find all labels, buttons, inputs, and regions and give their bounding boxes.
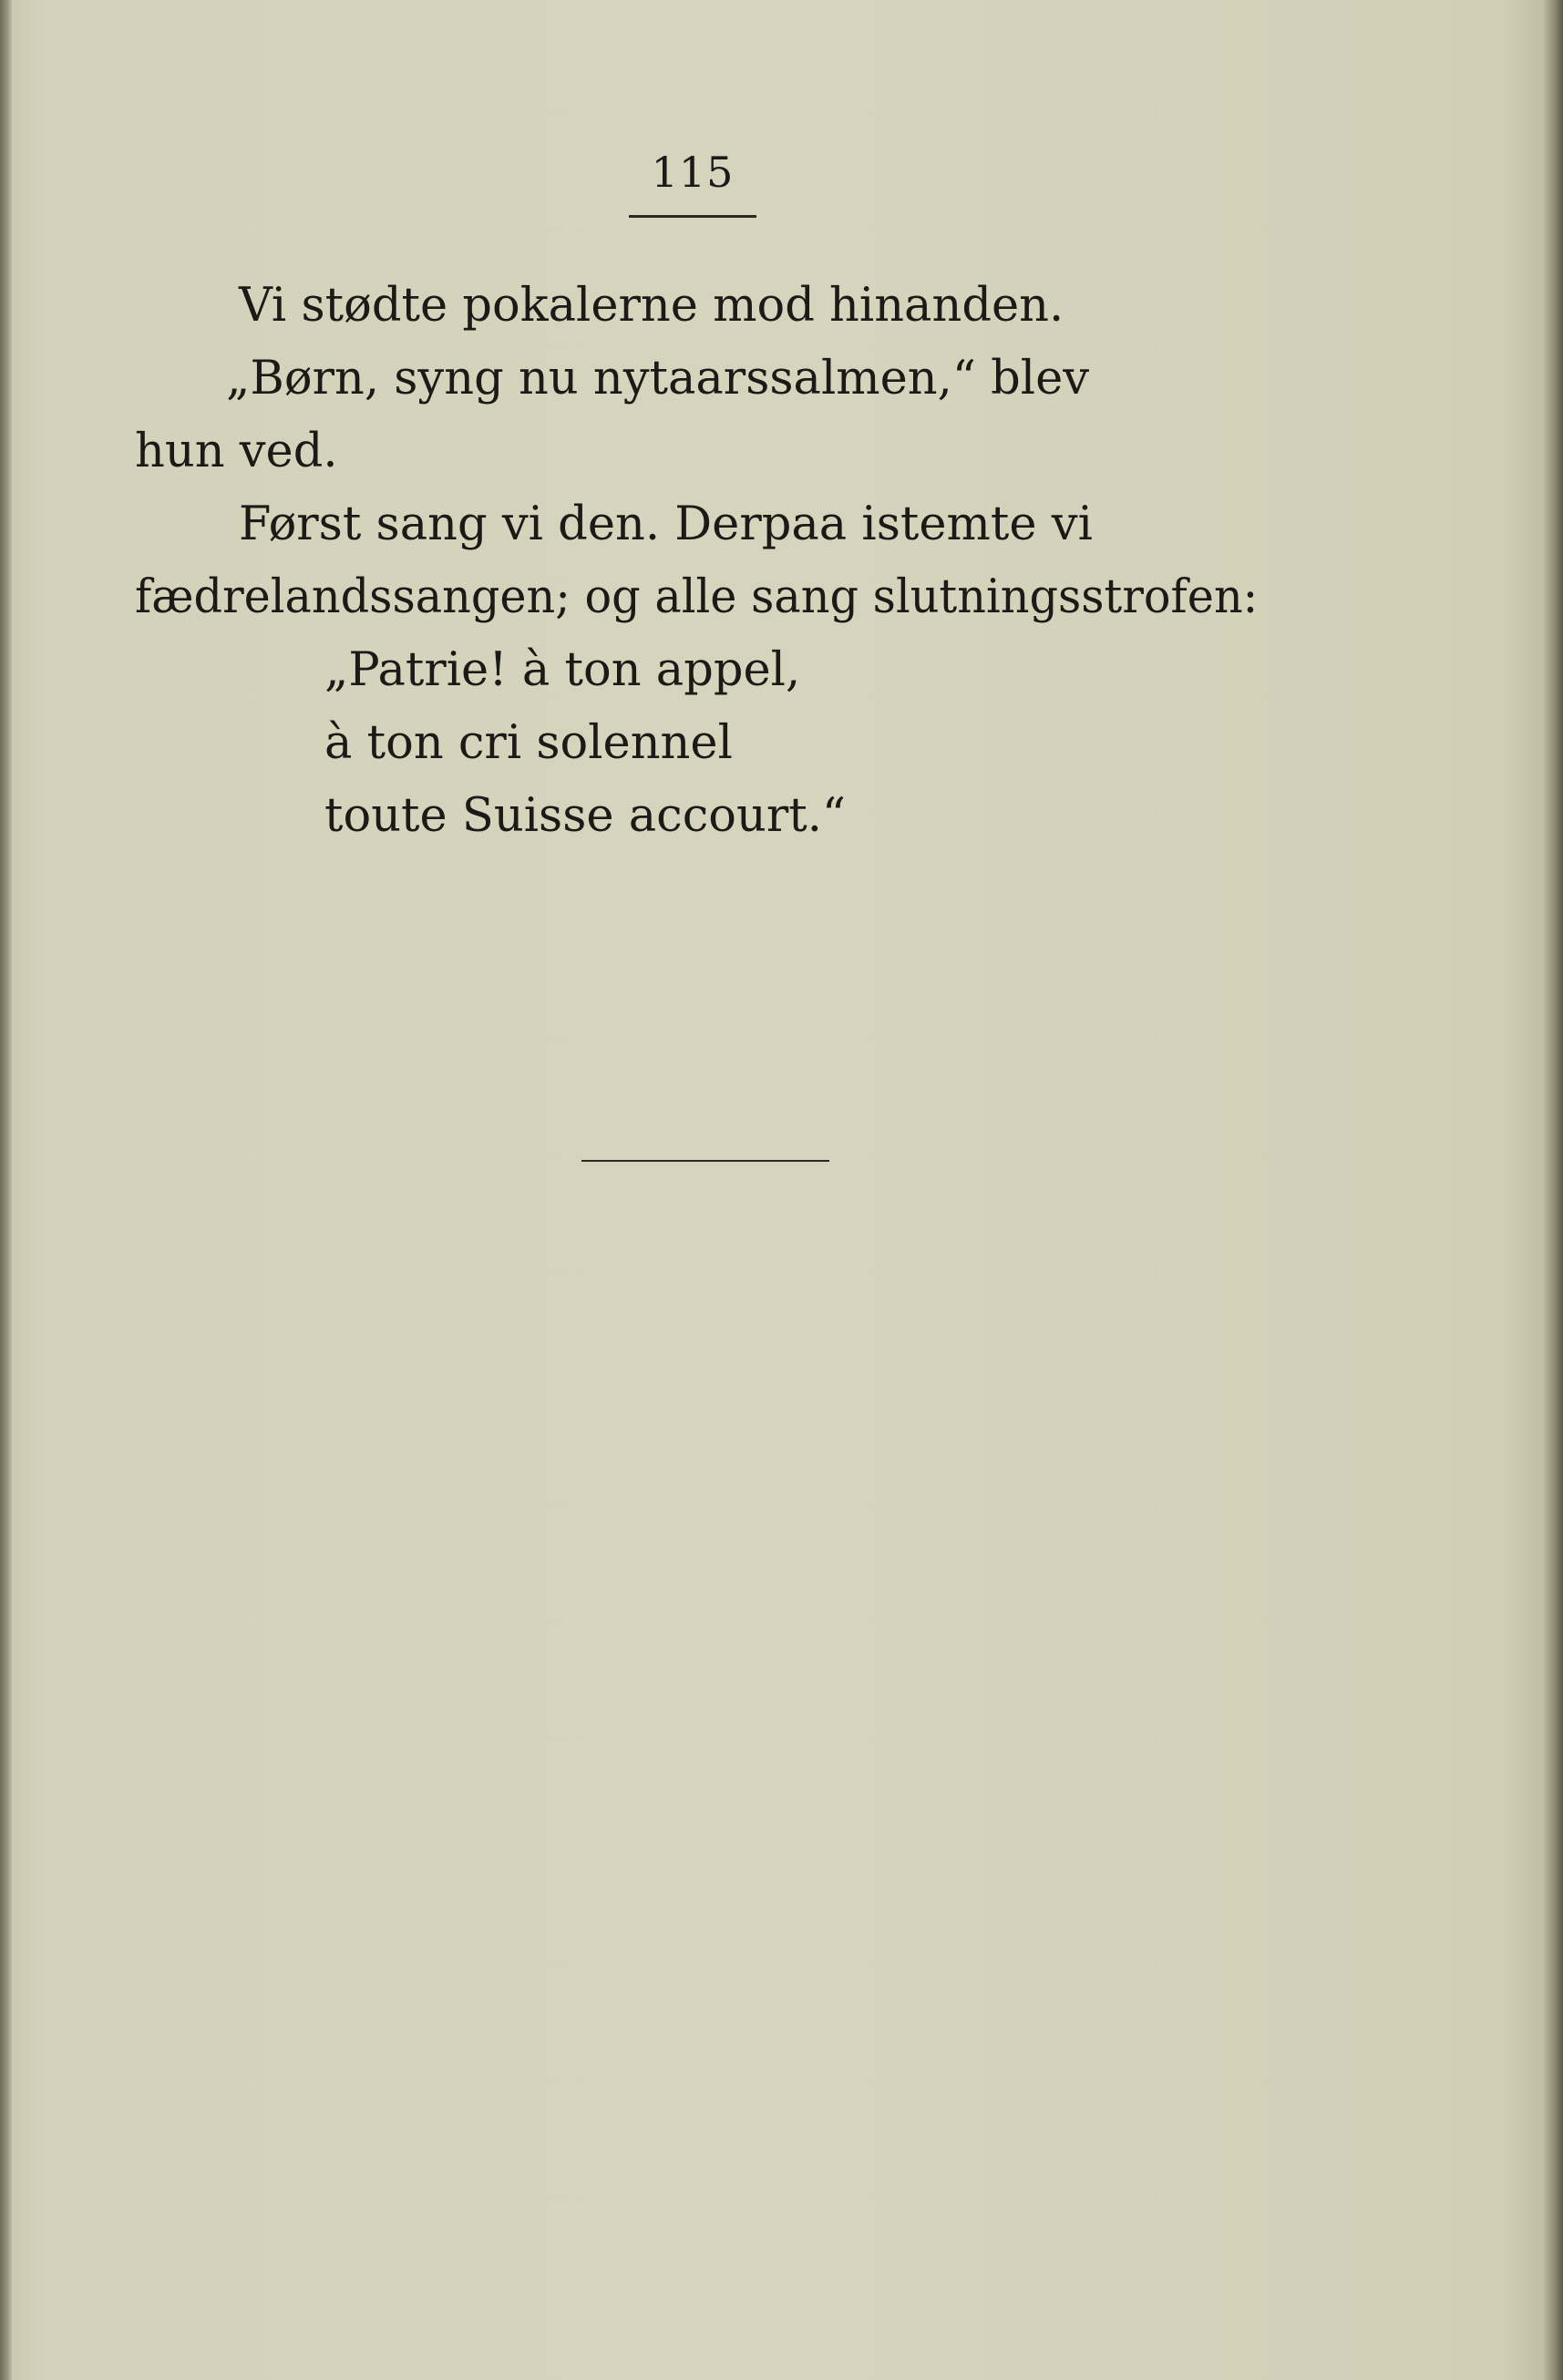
text-line-5: fædrelandssangen; og alle sang slutningsstrofen: [135,570,1259,624]
verse-line-3: toute Suisse accourt.“ [324,789,847,843]
text-line-2-content: „Børn, syng nu nytaarssalmen,“ blev [226,352,1090,405]
page-edge-shadow [1543,0,1563,2380]
page-number: 115 [651,148,735,197]
text-line-3: hun ved. [135,425,338,478]
verse-line-1: „Patrie! à ton appel, [324,643,801,697]
text-line-1: Vi stødte pokalerne mod hinanden. [239,279,1064,333]
page-number-rule [629,215,756,218]
text-line-4: Først sang vi den. Derpaa istemte vi [239,498,1093,551]
section-end-rule [581,1160,829,1162]
page-spine-shadow [0,0,13,2380]
verse-line-2: à ton cri solennel [324,716,733,770]
text-line-2 [226,352,1250,405]
